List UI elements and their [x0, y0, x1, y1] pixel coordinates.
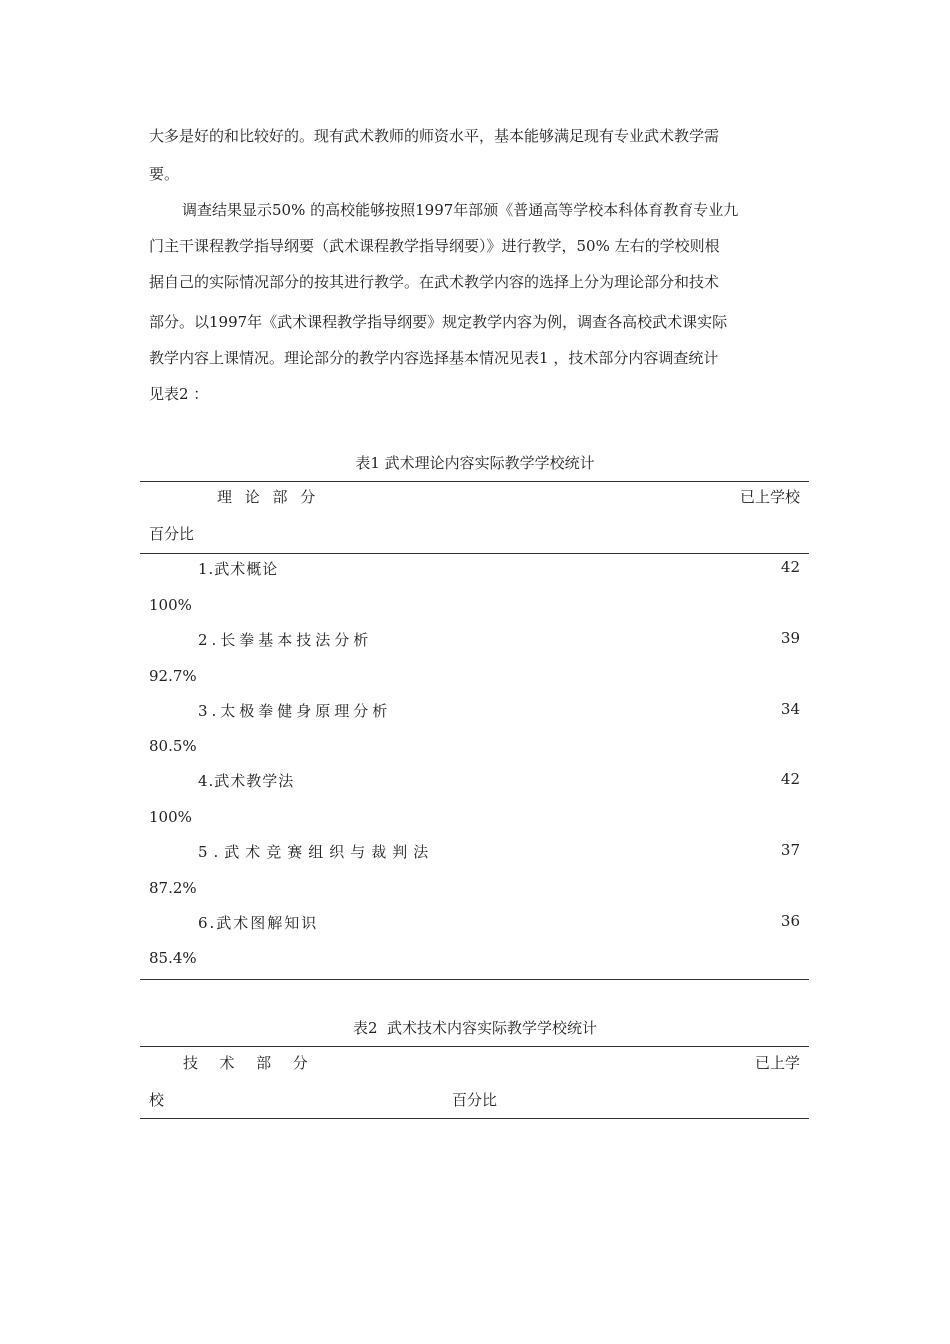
table1-row-item: 2.长拳基本技法分析	[198, 631, 373, 649]
table1-row-item: 4.武术教学法	[198, 772, 295, 790]
table1-bottom-rule	[140, 979, 809, 980]
table1-header-rule	[140, 553, 809, 554]
table2-caption: 表2 武术技术内容实际教学学校统计	[352, 1019, 598, 1037]
paragraph-line: 见表2 ：	[149, 385, 209, 403]
paragraph-line: 据自己的实际情况部分的按其进行教学。在武术教学内容的选择上分为理论部分和技术	[149, 273, 720, 291]
table1-row-item: 5.武术竞赛组织与裁判法	[198, 843, 435, 861]
table1-caption: 表1 武术理论内容实际教学学校统计	[355, 454, 595, 472]
table1-row-percent: 80.5%	[149, 737, 197, 755]
paragraph-line: 部分。以1997年《武术课程教学指导纲要》规定教学内容为例，调查各高校武术课实际	[149, 313, 728, 331]
table1-row-item: 1.武术概论	[198, 560, 279, 578]
table1-header-schools: 已上学校	[739, 488, 800, 506]
paragraph-line: 大多是好的和比较好的。现有武术教师的师资水平，基本能够满足现有专业武术教学需	[149, 127, 720, 145]
table1-row-schools: 34	[780, 700, 800, 718]
table1-header-percent: 百分比	[149, 525, 195, 543]
table1-row-percent: 87.2%	[149, 879, 197, 897]
table1-row-percent: 85.4%	[149, 949, 197, 967]
paragraph-line: 门主干课程教学指导纲要（武术课程教学指导纲要）》进行教学，50% 左右的学校则根	[149, 237, 720, 255]
table1-row-schools: 42	[780, 558, 800, 576]
table1-top-rule	[140, 481, 809, 482]
table2-header-rule	[140, 1118, 809, 1119]
table1-row-schools: 42	[780, 770, 800, 788]
table1-row-schools: 37	[780, 841, 800, 859]
table1-row-percent: 92.7%	[149, 667, 197, 685]
table1-row-item: 6.武术图解知识	[198, 914, 319, 932]
table2-header-schools: 已上学	[754, 1054, 800, 1072]
table2-top-rule	[140, 1046, 809, 1047]
paragraph-line: 要。	[149, 165, 180, 183]
paragraph-line: 调查结果显示50% 的高校能够按照1997年部颁《普通高等学校本科体育教育专业九	[182, 201, 739, 219]
paragraph-line: 教学内容上课情况。理论部分的教学内容选择基本情况见表1 ，技术部分内容调查统计	[149, 349, 719, 367]
table1-row-item: 3.太极拳健身原理分析	[198, 702, 392, 720]
table2-header-schools-wrap: 校	[149, 1091, 165, 1109]
table2-header-percent: 百分比	[452, 1091, 498, 1109]
table2-header-item: 技 术 部 分	[183, 1054, 312, 1072]
table1-row-schools: 39	[780, 629, 800, 647]
table1-row-percent: 100%	[149, 596, 192, 614]
table1-row-percent: 100%	[149, 808, 192, 826]
table1-row-schools: 36	[780, 912, 800, 930]
table1-header-item: 理 论 部 分	[217, 488, 320, 506]
